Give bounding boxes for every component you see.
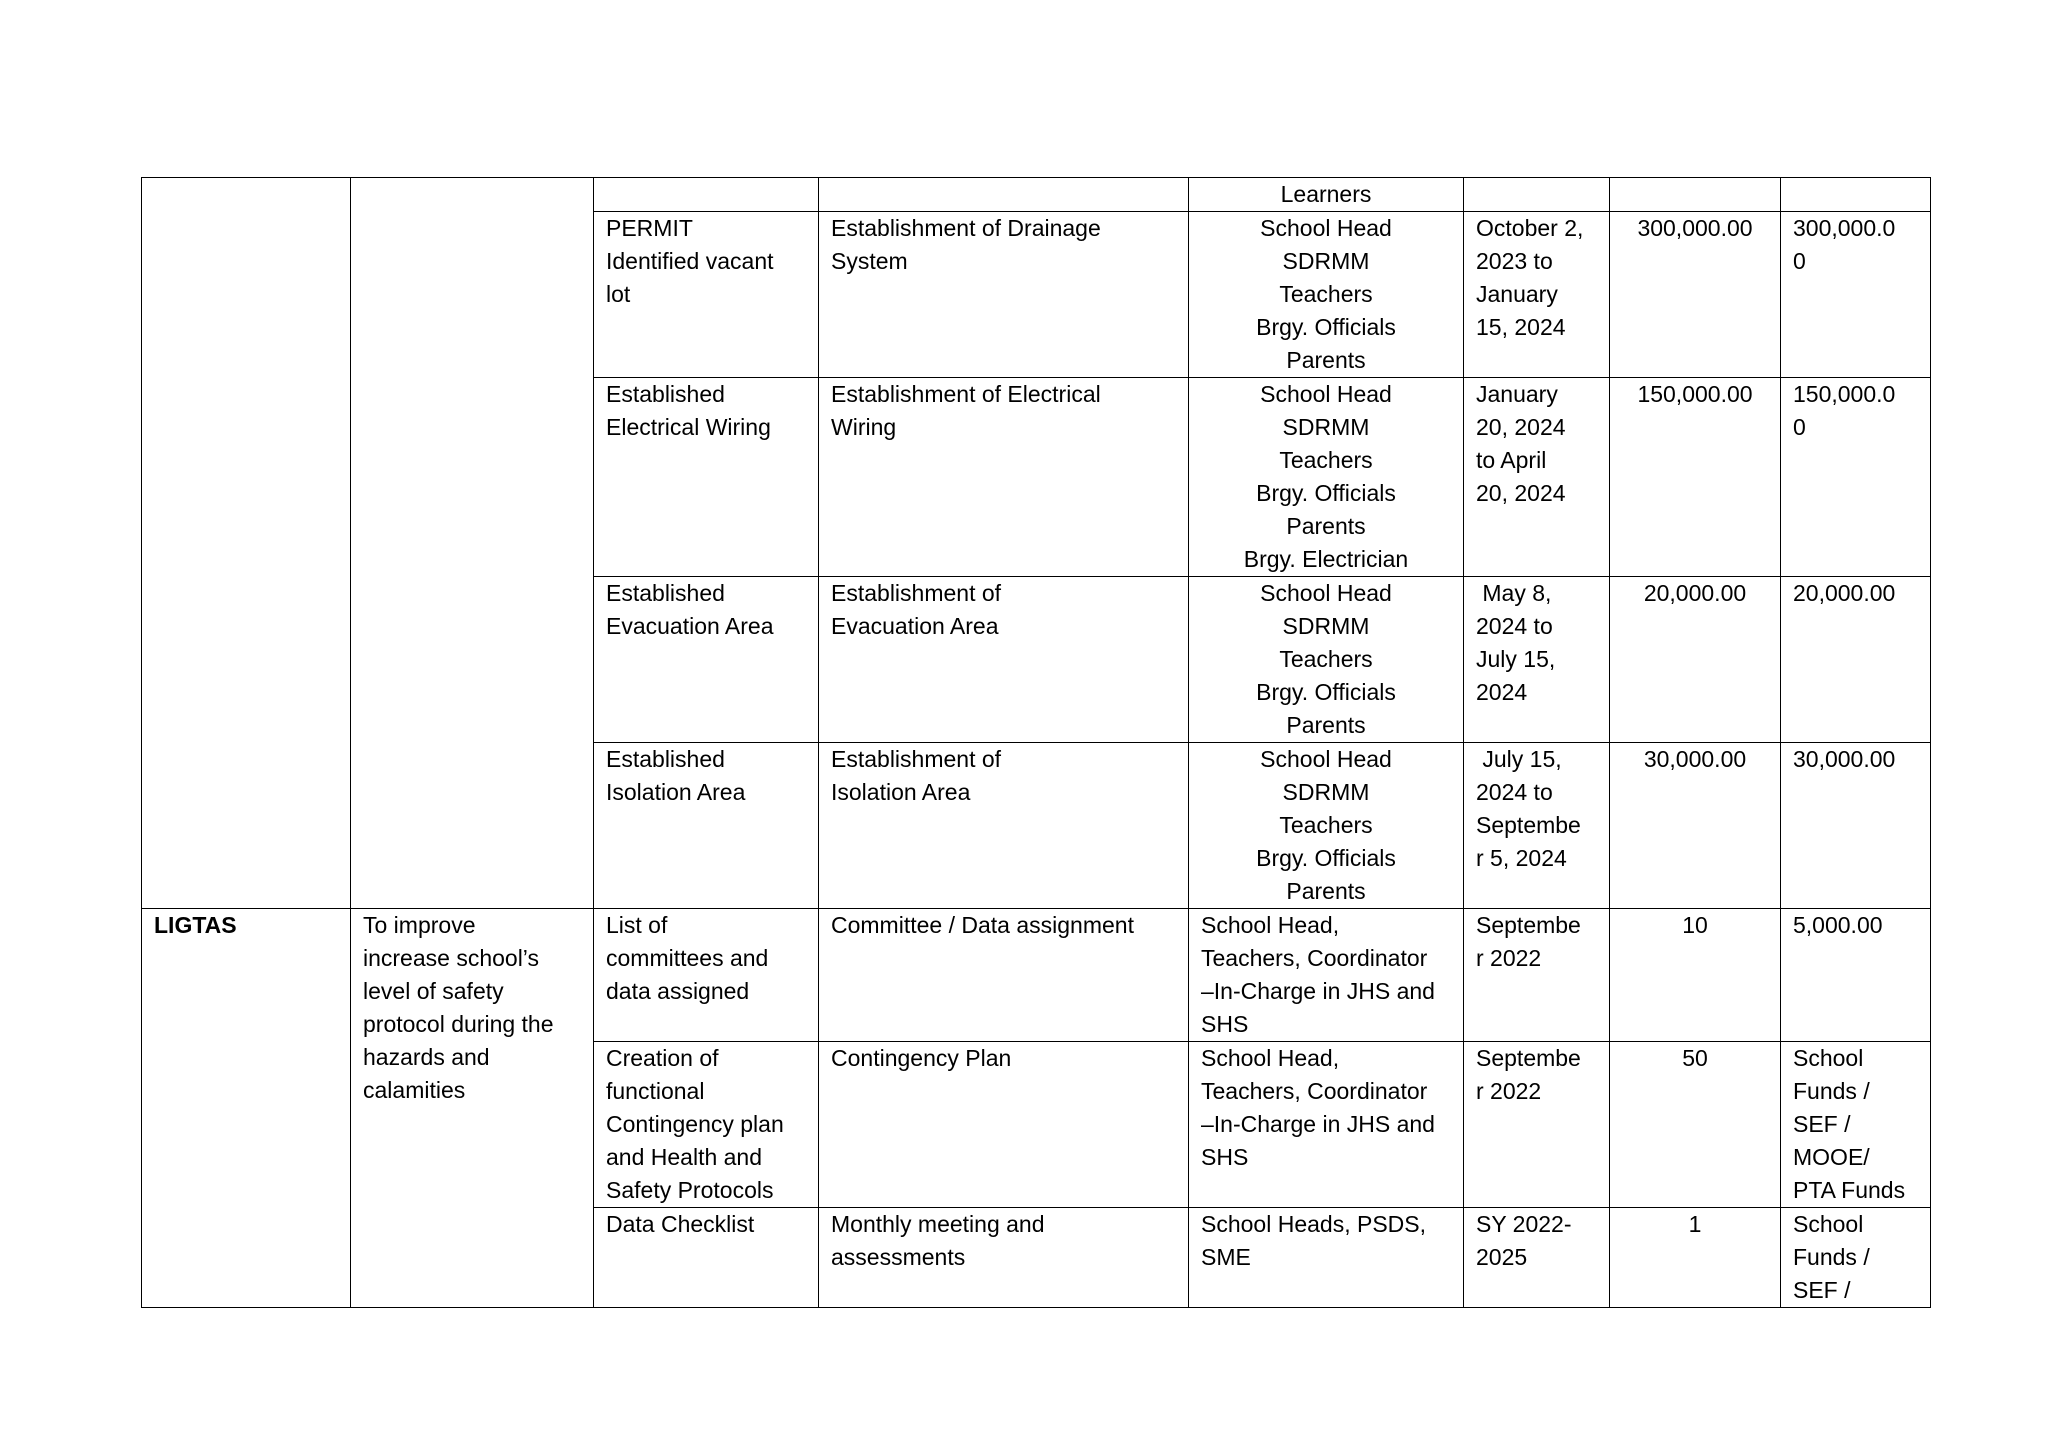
persons-involved-cell: School Head SDRMM Teachers Brgy. Officials Parents (1189, 577, 1464, 743)
area-cell: LIGTAS (142, 909, 351, 1308)
activity-cell: Contingency Plan (819, 1042, 1189, 1208)
target-cell (1610, 178, 1781, 212)
table-row (142, 909, 1931, 1042)
persons-involved-cell: Learners (1189, 178, 1464, 212)
budget-cell: School Funds / SEF / MOOE/ PTA Funds (1781, 1042, 1931, 1208)
persons-involved-cell: School Head SDRMM Teachers Brgy. Officials Parents (1189, 212, 1464, 378)
timeline-cell: October 2, 2023 to January 15, 2024 (1464, 212, 1610, 378)
output-cell (594, 178, 819, 212)
action-plan-table (141, 177, 1931, 1308)
target-cell: 50 (1610, 1042, 1781, 1208)
budget-cell: 20,000.00 (1781, 577, 1931, 743)
output-cell: Data Checklist (594, 1208, 819, 1308)
output-cell: PERMIT Identified vacant lot (594, 212, 819, 378)
timeline-cell: January 20, 2024 to April 20, 2024 (1464, 378, 1610, 577)
output-cell: List of committees and data assigned (594, 909, 819, 1042)
activity-cell: Establishment of Evacuation Area (819, 577, 1189, 743)
persons-involved-cell: School Head, Teachers, Coordinator –In-Charge in JHS and SHS (1189, 909, 1464, 1042)
persons-involved-cell: School Heads, PSDS, SME (1189, 1208, 1464, 1308)
activity-cell: Establishment of Electrical Wiring (819, 378, 1189, 577)
objective-cell (351, 178, 594, 909)
timeline-cell: Septembe r 2022 (1464, 909, 1610, 1042)
target-cell: 300,000.00 (1610, 212, 1781, 378)
timeline-cell (1464, 178, 1610, 212)
activity-cell: Committee / Data assignment (819, 909, 1189, 1042)
persons-involved-cell: School Head SDRMM Teachers Brgy. Officials Parents Brgy. Electrician (1189, 378, 1464, 577)
budget-cell: 300,000.0 0 (1781, 212, 1931, 378)
budget-cell: 150,000.0 0 (1781, 378, 1931, 577)
budget-cell: School Funds / SEF / (1781, 1208, 1931, 1308)
persons-involved-cell: School Head, Teachers, Coordinator –In-Charge in JHS and SHS (1189, 1042, 1464, 1208)
output-cell: Creation of functional Contingency plan and Health and Safety Protocols (594, 1042, 819, 1208)
persons-involved-cell: School Head SDRMM Teachers Brgy. Officials Parents (1189, 743, 1464, 909)
timeline-cell: SY 2022- 2025 (1464, 1208, 1610, 1308)
table-row (142, 178, 1931, 212)
area-cell (142, 178, 351, 909)
target-cell: 1 (1610, 1208, 1781, 1308)
output-cell: Established Electrical Wiring (594, 378, 819, 577)
target-cell: 30,000.00 (1610, 743, 1781, 909)
timeline-cell: May 8, 2024 to July 15, 2024 (1464, 577, 1610, 743)
budget-cell: 30,000.00 (1781, 743, 1931, 909)
output-cell: Established Isolation Area (594, 743, 819, 909)
output-cell: Established Evacuation Area (594, 577, 819, 743)
target-cell: 10 (1610, 909, 1781, 1042)
activity-cell: Monthly meeting and assessments (819, 1208, 1189, 1308)
budget-cell: 5,000.00 (1781, 909, 1931, 1042)
timeline-cell: Septembe r 2022 (1464, 1042, 1610, 1208)
timeline-cell: July 15, 2024 to Septembe r 5, 2024 (1464, 743, 1610, 909)
target-cell: 20,000.00 (1610, 577, 1781, 743)
activity-cell (819, 178, 1189, 212)
objective-cell: To improve increase school’s level of safety protocol during the hazards and calamities (351, 909, 594, 1308)
target-cell: 150,000.00 (1610, 378, 1781, 577)
activity-cell: Establishment of Isolation Area (819, 743, 1189, 909)
activity-cell: Establishment of Drainage System (819, 212, 1189, 378)
budget-cell (1781, 178, 1931, 212)
